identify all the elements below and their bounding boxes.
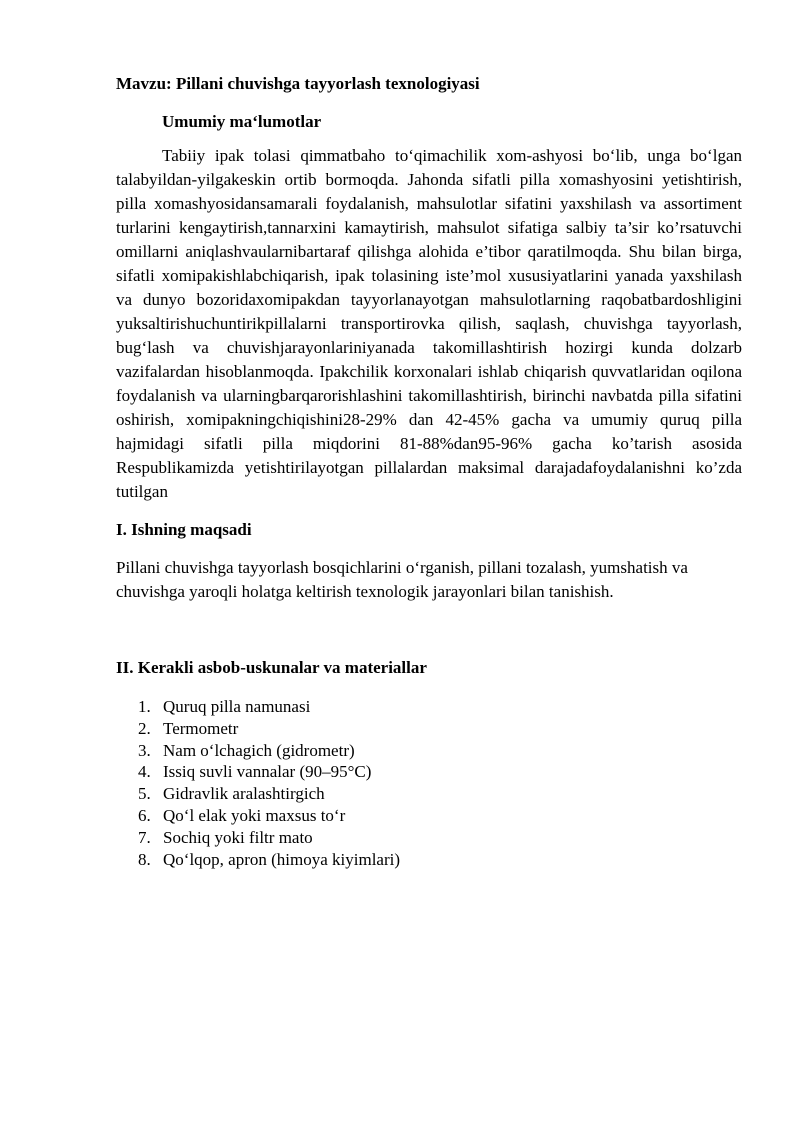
intro-paragraph: Tabiiy ipak tolasi qimmatbaho to‘qimachilik xom-ashyosi bo‘lib, unga bo‘lgan talabyildan-yilgakeskin ortib bormoqda. Jahonda sifatli pilla xomashyosini yetishtirish, pilla xomashyosidansamarali foydalanish, mahsulotlar sifatini yaxshilash va assortiment turlarini kengaytirish,tannarxini kamaytirish, mahsulot sifatiga salbiy ta’sir ko’rsatuvchi omillarni aniqlashvaularnibartaraf qilishga alohida e’tibor qaratilmoqda. Shu bilan birga, sifatli xomipakishlabchiqarish, ipak tolasining iste’mol xususiyatlarini yanada yaxshilash va dunyo bozoridaxomipakdan tayyorlanayotgan mahsulotlarning raqobatbardoshligini yuksaltirishuchuntirikpillalarni transportirovka qilish, saqlash, chuvishga tayyorlash, bug‘lash va chuvishjarayonlariniyanada takomillashtirish hozirgi kunda dolzarb vazifalardan hisoblanmoqda. Ipakchilik korxonalari ishlab chiqarish quvvatlaridan oqilona foydalanish va ularningbarqarorishlashini takomillashtirish, birinchi navbatda pilla sifatini oshirish, xomipakningchiqishini28-29% dan 42-45% gacha va umumiy quruq pilla hajmidagi sifatli pilla miqdorini 81-88%dan95-96% gacha ko’tarish asosida Respublikamizda yetishtirilayotgan pillalardan maksimal darajadafoydalanishni ko’zda tutilgan [116,146,742,501]
list-item [138,805,742,827]
list-number: 3. [138,740,151,760]
list-number: 1. [138,697,151,716]
list-number: 7. [138,827,151,847]
list-item [138,696,742,718]
list-text: Gidravlik aralashtirgich [163,784,325,804]
list-item [138,783,742,805]
list-text: Termometr [163,718,239,738]
list-item [138,718,742,740]
list-number: 6. [138,805,151,825]
list-number: 2. [138,718,151,738]
list-text: Nam o‘lchagich (gidrometr) [163,740,355,760]
list-item [138,740,742,762]
list-number: 8. [138,849,151,869]
list-text: Sochiq yoki filtr mato [163,827,313,847]
list-text: Quruq pilla namunasi [163,697,311,716]
list-number: 4. [138,762,151,782]
list-item [138,827,742,849]
materials-list [116,696,742,870]
list-text: Qo‘lqop, apron (himoya kiyimlari) [163,849,401,869]
section-heading-aim: I. Ishning maqsadi [116,520,252,539]
document-title: Mavzu: Pillani chuvishga tayyorlash texnologiyasi [116,74,480,93]
list-item [138,849,742,871]
list-item [138,761,742,783]
list-text: Qo‘l elak yoki maxsus to‘r [163,805,346,825]
aim-paragraph: Pillani chuvishga tayyorlash bosqichlarini o‘rganish, pillani tozalash, yumshatish va chuvishga yaroqli holatga keltirish texnologik jarayonlari bilan tanishish. [116,558,688,601]
section-heading-materials: II. Kerakli asbob-uskunalar va materiallar [116,658,427,677]
document-subtitle: Umumiy ma‘lumotlar [162,112,322,131]
list-number: 5. [138,784,151,804]
list-text: Issiq suvli vannalar (90–95°C) [163,762,372,782]
